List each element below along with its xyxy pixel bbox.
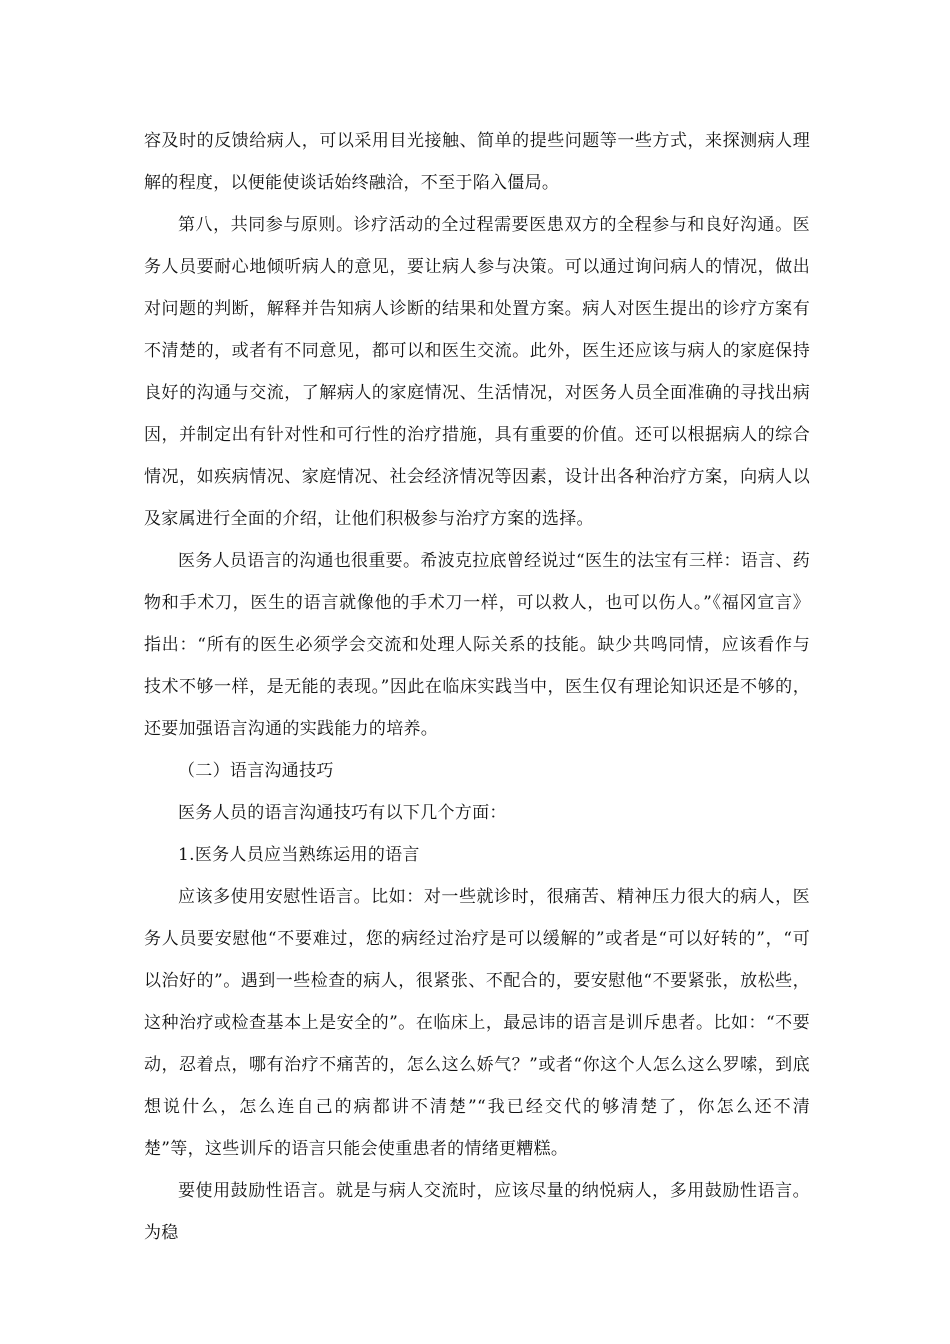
paragraph-comforting-language: 应该多使用安慰性语言。比如：对一些就诊时，很痛苦、精神压力很大的病人，医务人员要安慰他“不要难过，您的病经过治疗是可以缓解的”或者是“可以好转的”，“可以治好的”。遇到一些检查的病人，很紧张、不配合的，要安慰他“不要紧张，放松些，这种治疗或检查基本上是安全的”。在临床上，最忌讳的语言是训斥患者。比如：“不要动，忍着点，哪有治疗不痛苦的，怎么这么娇气？”或者“你这个人怎么这么罗嗦，到底想说什么，怎么连自己的病都讲不清楚”“我已经交代的够清楚了，你怎么还不清楚”等，这些训斥的语言只能会使重患者的情绪更糟糕。 (144, 887, 810, 1159)
document-body (144, 120, 810, 1254)
paragraph-principle-eight: 第八，共同参与原则。诊疗活动的全过程需要医患双方的全程参与和良好沟通。医务人员要耐心地倾听病人的意见，要让病人参与决策。可以通过询问病人的情况，做出对问题的判断，解释并告知病人诊断的结果和处置方案。病人对医生提出的诊疗方案有不清楚的，或者有不同意见，都可以和医生交流。此外，医生还应该与病人的家庭保持良好的沟通与交流，了解病人的家庭情况、生活情况，对医务人员全面准确的寻找出病因，并制定出有针对性和可行性的治疗措施，具有重要的价值。还可以根据病人的综合情况，如疾病情况、家庭情况、社会经济情况等因素，设计出各种治疗方案，向病人以及家属进行全面的介绍，让他们积极参与治疗方案的选择。 (144, 215, 810, 529)
section-heading-language-skills: （二）语言沟通技巧 (178, 761, 334, 781)
paragraph-encouraging-language: 要使用鼓励性语言。就是与病人交流时，应该尽量的纳悦病人，多用鼓励性语言。为稳 (144, 1181, 810, 1243)
subheading-language-usage: 1.医务人员应当熟练运用的语言 (178, 845, 420, 865)
paragraph-continuation: 容及时的反馈给病人，可以采用目光接触、简单的提些问题等一些方式，来探测病人理解的程度，以便能使谈话始终融洽，不至于陷入僵局。 (144, 131, 810, 193)
paragraph-language-communication: 医务人员语言的沟通也很重要。希波克拉底曾经说过“医生的法宝有三样：语言、药物和手术刀，医生的语言就像他的手术刀一样，可以救人，也可以伤人。”《福冈宣言》指出：“所有的医生必须学会交流和处理人际关系的技能。缺少共鸣同情，应该看作与技术不够一样，是无能的表现。”因此在临床实践当中，医生仅有理论知识还是不够的，还要加强语言沟通的实践能力的培养。 (144, 551, 810, 739)
paragraph-skills-intro: 医务人员的语言沟通技巧有以下几个方面： (178, 803, 507, 823)
